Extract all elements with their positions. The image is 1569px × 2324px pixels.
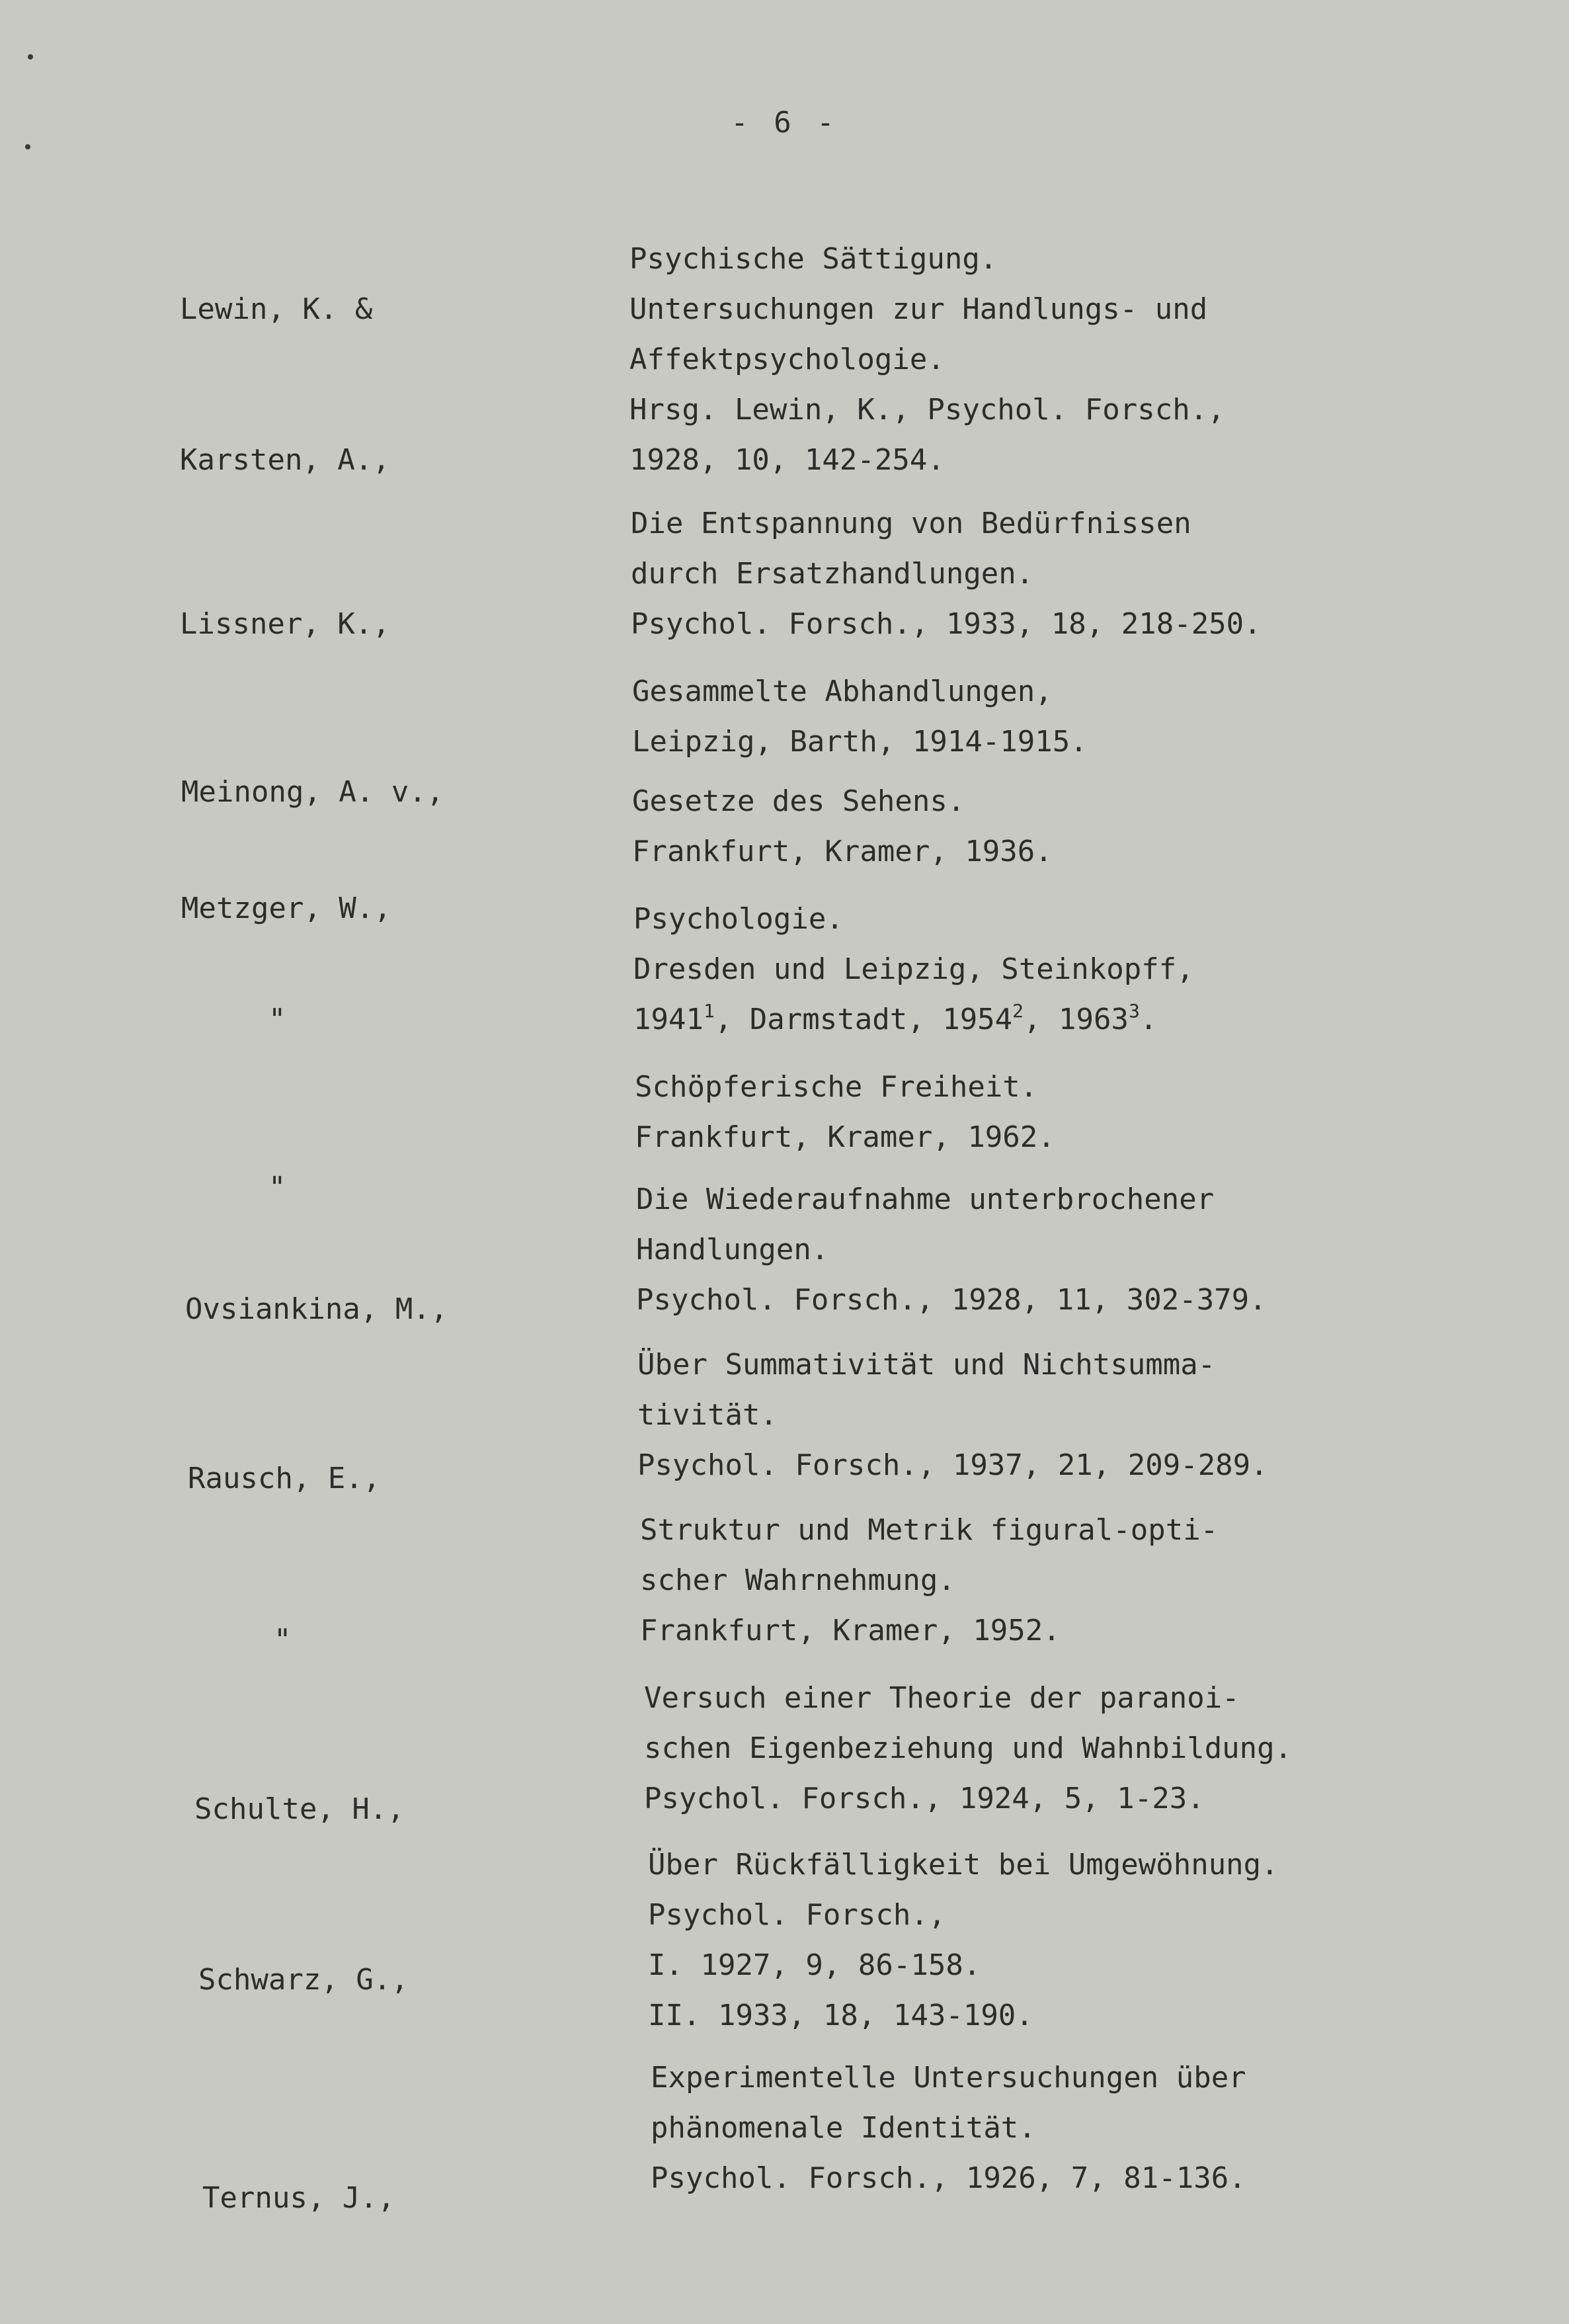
reference-line: Psychol. Forsch., 1924, 5, 1-23. [644, 1782, 1205, 1815]
author-line: " [268, 1171, 286, 1204]
edition-number: 2 [1012, 1000, 1024, 1022]
author-line: Karsten, A., [180, 443, 390, 477]
reference-line: phänomenale Identität. [651, 2111, 1036, 2145]
author-line: " [274, 1623, 292, 1657]
reference-text [632, 776, 1053, 877]
edition-year: 1954 [942, 1003, 1013, 1036]
reference-line: Über Summativität und Nichtsumma- [637, 1348, 1216, 1382]
author-line: Lissner, K., [180, 607, 390, 641]
reference-line: Psychol. Forsch., 1926, 7, 81-136. [651, 2161, 1246, 2195]
reference-text [648, 1840, 1279, 2041]
reference-text [631, 499, 1262, 649]
author-line: Schwarz, G., [198, 1963, 409, 1997]
reference-line: Untersuchungen zur Handlungs- und [629, 292, 1208, 326]
reference-line: Frankfurt, Kramer, 1936. [632, 835, 1053, 868]
page-number: - 6 - [731, 106, 838, 140]
reference-text [629, 234, 1225, 485]
reference-line: Versuch einer Theorie der paranoi- [644, 1681, 1240, 1715]
edition-number: 1 [703, 1000, 715, 1022]
reference-line: I. 1927, 9, 86-158. [648, 1948, 981, 1982]
reference-text [637, 1340, 1268, 1491]
reference-line: Experimentelle Untersuchungen über [651, 2061, 1246, 2095]
author-line: Ternus, J., [202, 2181, 395, 2215]
reference-line: schen Eigenbeziehung und Wahnbildung. [644, 1731, 1293, 1765]
reference-line: Gesammelte Abhandlungen, [632, 675, 1053, 708]
reference-text [635, 1062, 1055, 1163]
author-line: Schulte, H., [194, 1792, 405, 1826]
reference-line: Psychische Sättigung. [629, 242, 998, 276]
reference-line: Handlungen. [636, 1233, 829, 1266]
reference-text [633, 894, 1194, 1045]
reference-line: Psychol. Forsch., 1937, 21, 209-289. [637, 1448, 1268, 1482]
reference-text [644, 1673, 1292, 1824]
reference-line: Dresden und Leipzig, Steinkopff, [633, 952, 1194, 986]
author-line: Metzger, W., [181, 892, 391, 925]
reference-line: Psychologie. [633, 902, 844, 936]
author-line: Meinong, A. v., [181, 775, 444, 809]
edition-year: 1941 [633, 1003, 704, 1036]
reference-line: Die Wiederaufnahme unterbrochener [636, 1183, 1215, 1216]
reference-line: Hrsg. Lewin, K., Psychol. Forsch., [629, 393, 1225, 427]
edition-place: , Darmstadt, [714, 1003, 943, 1036]
edition-end: . [1139, 1003, 1158, 1036]
reference-line: Psychol. Forsch., 1928, 11, 302-379. [636, 1283, 1267, 1317]
reference-line: Leipzig, Barth, 1914-1915. [632, 725, 1088, 759]
reference-line: Psychol. Forsch., [648, 1898, 946, 1932]
edition-number: 3 [1128, 1000, 1140, 1022]
reference-line: Psychol. Forsch., 1933, 18, 218-250. [631, 607, 1262, 641]
reference-line: scher Wahrnehmung. [640, 1563, 955, 1597]
edition-year: 1963 [1059, 1003, 1129, 1036]
author-name [198, 1854, 409, 2106]
reference-line: Die Entspannung von Bedürfnissen [631, 507, 1191, 540]
author-name [202, 2073, 395, 2324]
reference-line: 1928, 10, 142-254. [629, 443, 945, 477]
reference-line: tivität. [637, 1398, 778, 1432]
reference-line: durch Ersatzhandlungen. [631, 557, 1034, 591]
reference-line: Frankfurt, Kramer, 1962. [635, 1120, 1055, 1154]
author-line: " [268, 1003, 286, 1036]
author-line: Lewin, K. & [180, 292, 373, 326]
author-line: Ovsiankina, M., [185, 1292, 448, 1326]
reference-line: Affektpsychologie. [629, 343, 945, 376]
reference-text [632, 667, 1088, 767]
reference-line: Schöpferische Freiheit. [635, 1070, 1038, 1104]
edition-years-line [633, 995, 1194, 1045]
reference-line: Gesetze des Sehens. [632, 784, 965, 818]
reference-text [640, 1505, 1218, 1656]
edition-separator: , [1024, 1003, 1059, 1036]
reference-line: II. 1933, 18, 143-190. [648, 1999, 1033, 2032]
reference-text [636, 1175, 1267, 1325]
reference-line: Struktur und Metrik figural-opti- [640, 1513, 1219, 1547]
reference-text [651, 2053, 1246, 2204]
reference-line: Über Rückfälligkeit bei Umgewöhnung. [648, 1848, 1279, 1882]
reference-line: Frankfurt, Kramer, 1952. [640, 1614, 1061, 1647]
author-line: Rausch, E., [188, 1462, 381, 1495]
